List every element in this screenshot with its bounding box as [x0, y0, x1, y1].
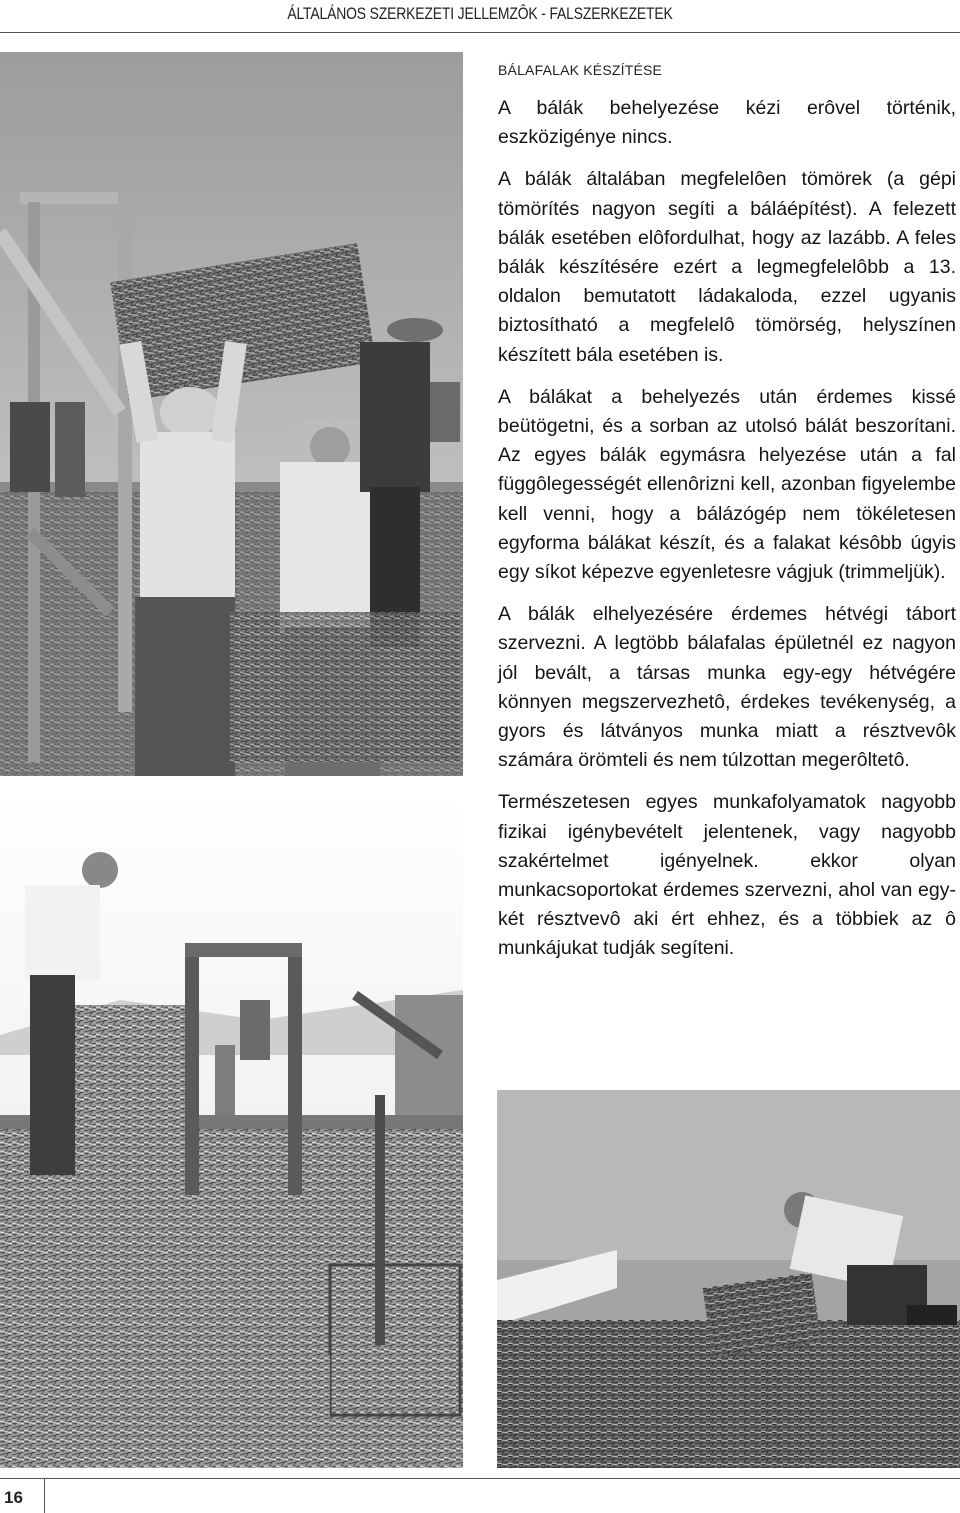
paragraph: Természetesen egyes munkafolyamatok nagyobb fizikai igénybevételt jelentenek, vagy nagyobb szakértelmet igényelnek. ekkor olyan munkacsoportokat érdemes szervezni, ahol van egy-két résztvevô aki ért ehhez, és a többiek az ô munkájukat tudják segíteni. [498, 791, 956, 960]
paragraph: A bálák behelyezése kézi erôvel történik, eszközigénye nincs. [498, 97, 956, 149]
page-header [0, 0, 960, 30]
footer-rule [0, 1478, 960, 1479]
paragraph: A bálák általában megfelelôen tömörek (a gépi tömörítés nagyon segíti a báláépítést). A felezett bálák esetében elôfordulhat, hogy az lazább. A feles bálák készítésére ezért a legmegfelelôbb a 13. oldalon bemutatott ládakaloda, ezzel ugyanis biztosítható a megfelelô tömörség, helyszínen készített bála esetében is. [498, 168, 956, 366]
running-header-title: ÁLTALÁNOS SZERKEZETI JELLEMZÔK - FALSZERKEZETEK [287, 4, 673, 23]
page-footer [0, 1478, 960, 1513]
page-number: 16 [4, 1488, 23, 1507]
photo-lifting-bale [0, 52, 463, 776]
paragraph: A bálákat a behelyezés után érdemes kissé beütögetni, és a sorban az utolsó bálát beszorítani. Az egyes bálák egymásra helyezése után a fal függôlegességét ellenôrizni kell, azonban figyelembe kell venni, hogy a bálázógép nem tökéletesen egyforma bálákat készít, és a falakat késôbb úgyis egy síkot képezve egyenletesre vágjuk (trimmeljük). [498, 385, 956, 584]
body-text-column [498, 94, 956, 977]
header-rule [0, 32, 960, 33]
section-label: BÁLAFALAK KÉSZÍTÉSE [498, 62, 663, 78]
photo-bale-wall-doorframe [0, 795, 463, 1468]
footer-divider [44, 1478, 45, 1513]
photo-man-placing-bale [497, 1090, 960, 1468]
paragraph: A bálák elhelyezésére érdemes hétvégi tábort szervezni. A legtöbb bálafalas épületnél ez nagyon jól bevált, a társas munka egy-egy hétvégére könnyen megszervezhetô, érdekes tevékenység, a gyors és látványos munka miatt a résztvevôk számára örömteli és nem túlzottan megerôltetô. [498, 603, 956, 772]
